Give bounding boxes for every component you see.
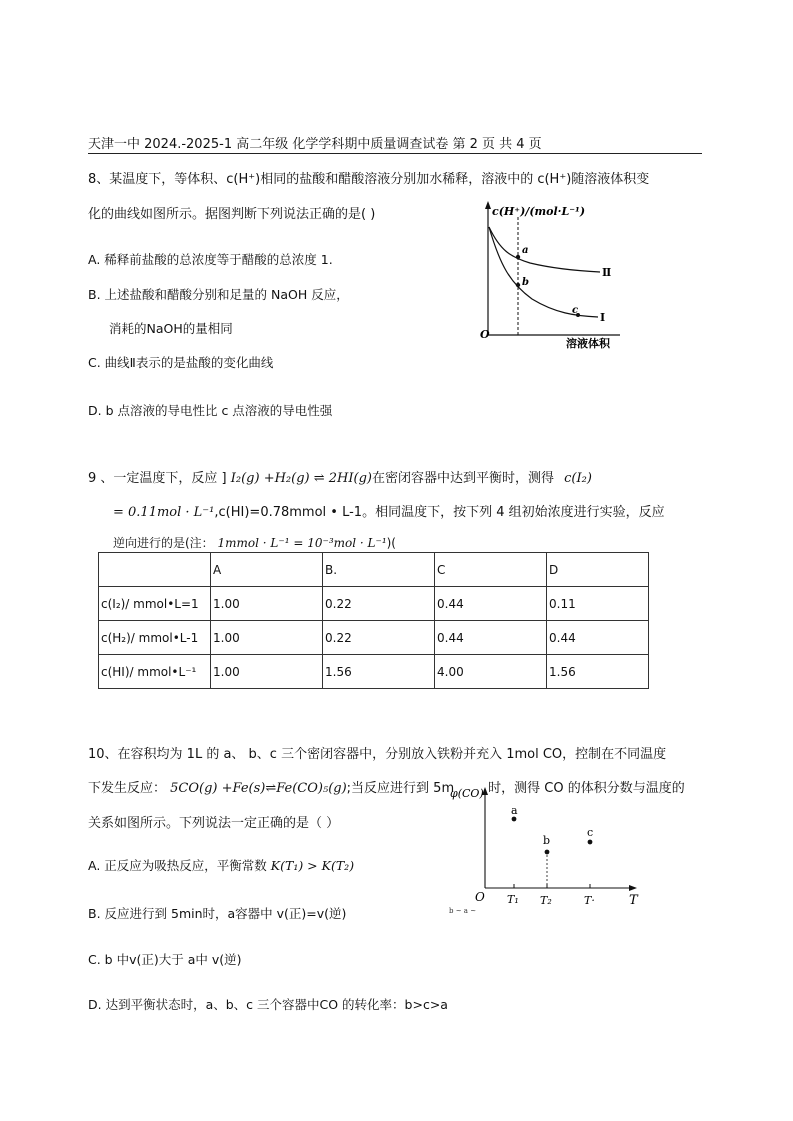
q9-stem-line2 xyxy=(113,501,665,520)
table-header-row xyxy=(99,553,649,587)
table-cell: 0.22 xyxy=(323,587,435,621)
q8-point-b-dot xyxy=(516,283,520,287)
q8-point-b-label: b xyxy=(522,277,529,288)
q9-concentration-table xyxy=(98,552,649,689)
q9-line3-end: )( xyxy=(386,536,396,550)
q10-t3-label: T· xyxy=(584,894,595,907)
table-header-cell: D xyxy=(547,553,649,587)
q9-line2-equation: = 0.11mol · L⁻¹ xyxy=(113,505,215,520)
q9-line2-rest: ,c(HI)=0.78mmol • L-1。相同温度下，按下列 4 组初始浓度进行实验，反应 xyxy=(214,505,665,520)
q8-curve-ii-label: Ⅱ xyxy=(602,266,612,279)
q8-option-d: D. b 点溶液的导电性比 c 点溶液的导电性强 xyxy=(88,403,333,418)
q10-x-arrow xyxy=(629,885,637,891)
q10-option-d: D. 达到平衡状态时，a、b、c 三个容器中CO 的转化率：b>c>a xyxy=(88,997,448,1012)
q10-temperature-graph xyxy=(445,775,645,915)
q10-stem-line3: 关系如图所示。下列说法一定正确的是（ ） xyxy=(88,816,340,831)
q8-curve-i xyxy=(489,227,598,317)
q8-option-b-line2: 消耗的NaOH的量相同 xyxy=(109,321,233,336)
q10-scrap-text: b ~ a ~ xyxy=(449,907,477,915)
table-header-cell: C xyxy=(435,553,547,587)
q10-option-a-text: A. 正反应为吸热反应，平衡常数 xyxy=(88,858,267,873)
q8-x-label: 溶液体积 xyxy=(566,337,610,350)
q8-point-a-dot xyxy=(516,255,520,259)
table-header-cell: A xyxy=(211,553,323,587)
table-cell: 0.22 xyxy=(323,621,435,655)
q8-curve-i-label: I xyxy=(600,311,606,324)
q10-origin-label: O xyxy=(475,890,485,904)
q10-option-b: B. 反应进行到 5min时，a容器中 v(正)=v(逆) xyxy=(88,906,347,921)
table-cell: 1.00 xyxy=(211,621,323,655)
q8-origin-label: O xyxy=(480,328,490,341)
q10-point-b-label: b xyxy=(543,834,551,847)
table-cell: 1.56 xyxy=(547,655,649,689)
q8-option-a: A. 稀释前盐酸的总浓度等于醋酸的总浓度 1. xyxy=(88,252,333,267)
q10-line2-equation: 5CO(g) +Fe(s)⇌Fe(CO)₅(g) xyxy=(170,781,347,796)
q8-y-label: c(H⁺)/(mol·L⁻¹) xyxy=(492,205,586,218)
table-row xyxy=(99,621,649,655)
q10-line2-pre: 下发生反应： xyxy=(88,781,167,796)
table-cell: 0.44 xyxy=(435,621,547,655)
q8-curve-ii xyxy=(489,227,600,272)
q8-dilution-graph xyxy=(470,195,650,350)
q10-option-a-equation: K(T₁) > K(T₂) xyxy=(270,858,355,873)
table-cell: 0.11 xyxy=(547,587,649,621)
q8-point-a-label: a xyxy=(522,245,529,256)
table-header-cell xyxy=(99,553,211,587)
table-cell: 4.00 xyxy=(435,655,547,689)
q10-t2-label: T₂ xyxy=(540,894,552,907)
q9-line1-end: c(I₂) xyxy=(564,471,592,486)
q9-stem-line1 xyxy=(88,467,592,486)
table-cell: c(I₂)/ mmol•L=1 xyxy=(99,587,211,621)
q10-point-c-dot xyxy=(588,840,593,845)
table-cell: 1.00 xyxy=(211,655,323,689)
q9-stem-line3 xyxy=(113,534,396,551)
page-header: 天津一中 2024.-2025-1 高二年级 化学学科期中质量调查试卷 第 2 页 共 4 页 xyxy=(88,133,702,154)
q8-stem-line1: 8、某温度下，等体积、c(H⁺)相同的盐酸和醋酸溶液分别加水稀释，溶液中的 c(H⁺)随溶液体积变 xyxy=(88,172,650,187)
q10-y-label: φ(CO) xyxy=(450,787,484,800)
table-header-cell: B. xyxy=(323,553,435,587)
q10-stem-line1: 10、在容积均为 1L 的 a、 b、c 三个密闭容器中，分别放入铁粉并充入 1mol CO，控制在不同温度 xyxy=(88,747,667,762)
q10-point-b-dot xyxy=(545,850,550,855)
table-cell: c(HI)/ mmol•L⁻¹ xyxy=(99,655,211,689)
q10-point-c-label: c xyxy=(587,826,594,839)
table-cell: 1.00 xyxy=(211,587,323,621)
q9-line1-mid: 在密闭容器中达到平衡时，测得 xyxy=(371,471,554,486)
q9-line3-pre: 逆向进行的是(注： xyxy=(113,536,214,550)
table-cell: 1.56 xyxy=(323,655,435,689)
q9-line1-equation: I₂(g) +H₂(g) ⇌ 2HI(g) xyxy=(230,471,372,486)
q10-point-a-label: a xyxy=(511,804,518,817)
q10-line2-rest: ;当反应进行到 5m xyxy=(346,781,455,796)
table-cell: 0.44 xyxy=(435,587,547,621)
q10-x-label: T xyxy=(629,893,638,908)
q10-line2-rest2: 时，测得 CO 的体积分数与温度的 xyxy=(488,781,685,796)
q8-point-c-label: c xyxy=(572,305,579,316)
q8-option-c: C. 曲线Ⅱ表示的是盐酸的变化曲线 xyxy=(88,355,274,370)
table-cell: 0.44 xyxy=(547,621,649,655)
q9-line3-equation: 1mmol · L⁻¹ = 10⁻³mol · L⁻¹ xyxy=(217,536,387,550)
q8-option-b-line1: B. 上述盐酸和醋酸分别和足量的 NaOH 反应， xyxy=(88,287,349,302)
q9-line1-pre: 9 、一定温度下，反应 ] xyxy=(88,471,227,486)
table-cell: c(H₂)/ mmol•L-1 xyxy=(99,621,211,655)
q10-option-c: C. b 中v(正)大于 a中 v(逆) xyxy=(88,952,242,967)
table-row xyxy=(99,655,649,689)
q8-y-arrow xyxy=(485,201,491,209)
table-row xyxy=(99,587,649,621)
q8-stem-line2: 化的曲线如图所示。据图判断下列说法正确的是( ) xyxy=(88,207,376,222)
q10-option-a xyxy=(88,856,354,874)
q10-t1-label: T₁ xyxy=(507,893,519,906)
q10-point-a-dot xyxy=(512,817,517,822)
